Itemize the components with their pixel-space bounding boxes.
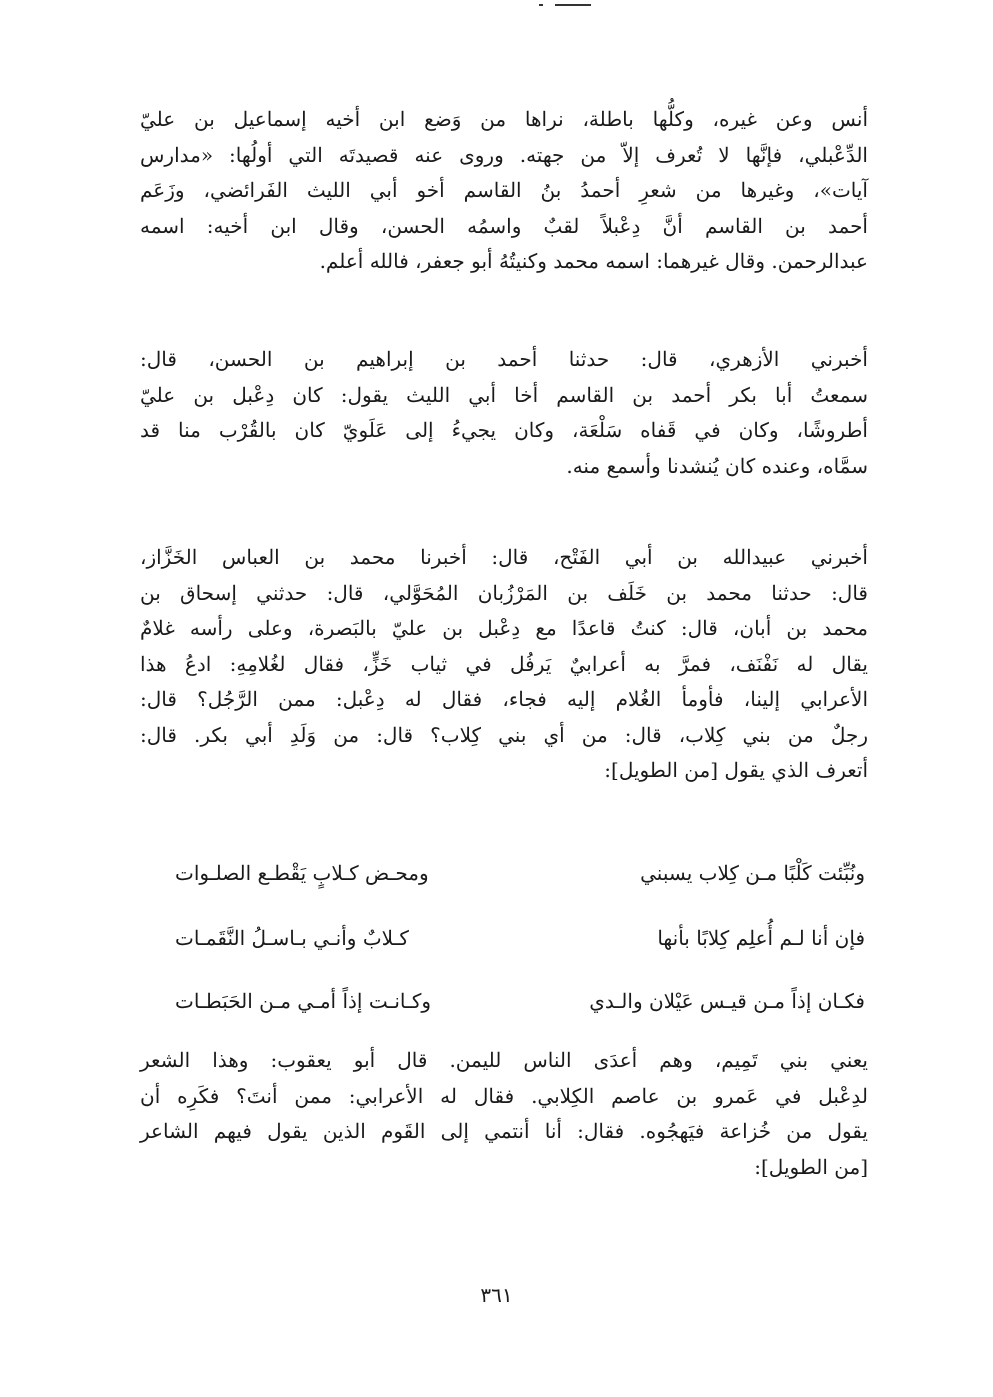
text-line: أنس وعن غيره، وكلُّها باطلة، نراها من وَضع ابن أخيه إسماعيل بن عليّ [140, 107, 868, 131]
top-margin-mark [555, 4, 591, 6]
paragraph-2 [140, 342, 868, 484]
poem-verse [175, 918, 865, 958]
text-line: الأعرابي إلينا، فأومأ الغُلام إليه فجاء، فقال له دِعْبل: ممن الرَّجُل؟ قال: [140, 687, 868, 711]
text-line: سمعتُ أبا بكر أحمد بن القاسم أخا أبي الليث يقول: كان دِعْبل بن عليّ [140, 382, 868, 407]
text-line: الدِّعْبلي، فإنَّها لا تُعرف إلاّ من جهته. وروى عنه قصيدتَه التي أولُها: «مدارس [140, 142, 868, 167]
text-line: أخبرني عبيدالله بن أبي الفَتْح، قال: أخبرنا محمد بن العباس الخَزَّاز، [140, 545, 868, 569]
verse-first-hemistich: فإن أنا لـم أُعلِم كِلابًا بأنها [657, 926, 865, 950]
text-line: [من الطويل]: [754, 1154, 868, 1179]
text-line: يقال له نَفْنَف، فمرَّ به أعرابيٌ يَرفُل في ثياب خَزٍّ، فقال لغُلامِهِ: ادعُ هذا [140, 651, 868, 676]
text-line: أحمد بن القاسم أنَّ دِعْبلاً لقبٌ واسمُه الحسن، وقال ابن أخيه: اسمه [140, 213, 868, 238]
paragraph-4 [140, 1043, 868, 1185]
verse-first-hemistich: فكـان إذاً مـن قيـس عَيْلان والـدي [589, 989, 865, 1013]
verse-second-hemistich: كـلابٌ وأنـي بـاسـلُ النَّقَمـات [175, 926, 409, 950]
paragraph-1 [140, 102, 868, 280]
text-line: رجلٌ من بني كِلاب، قال: من أي بني كِلاب؟ قال: من وَلَدِ أبي بكر. قال: [140, 722, 868, 747]
text-line: أتعرف الذي يقول [من الطويل]: [604, 758, 868, 782]
paragraph-3 [140, 540, 868, 789]
text-line: لدِعْبل في عَمرو بن عاصم الكِلابي. فقال له الأعرابي: ممن أنتَ؟ فكَرِه أن [140, 1083, 868, 1108]
verse-second-hemistich: ومحـض كـلابٍ يَقْطـع الصلـوات [175, 861, 429, 885]
poem-verse [175, 981, 865, 1021]
page-number: ٣٦١ [480, 1283, 513, 1307]
text-line: قال: حدثنا محمد بن خَلَف بن المَرْزُبان المُحَوَّلي، قال: حدثني إسحاق بن [140, 580, 868, 605]
text-line: سمَّاه، وعنده كان يُنشدنا وأسمع منه. [566, 453, 868, 478]
text-line: آيات»، وغيرها من شعرِ أحمدُ بنُ القاسم أخو أبي الليث الفَرائضي، وزَعَم [140, 178, 868, 202]
text-line: محمد بن أبان، قال: كنتُ قاعدًا مع دِعْبل بن عليّ بالبَصرة، وعلى رأسه غلامٌ [140, 616, 868, 640]
verse-first-hemistich: ونُبِّئت كَلْبًا مـن كِلاب يسبني [640, 861, 865, 885]
text-line: يعني بني تَمِيم، وهم أعدَى الناس لليمن. قال أبو يعقوب: وهذا الشعر [140, 1048, 868, 1072]
verse-second-hemistich: وكـانـت إذاً أمـي مـن الحَبَطـات [175, 989, 432, 1013]
poem-verse [175, 853, 865, 893]
text-line: عبدالرحمن. وقال غيرهما: اسمه محمد وكنيتُهُ أبو جعفر، فالله أعلم. [319, 249, 868, 273]
text-line: يقول من خُزاعة فيَهجُوه. فقال: أنا أنتمي إلى القَوم الذين يقول فيهم الشاعر [140, 1119, 868, 1143]
text-line: أطروشًا، وكان في قَفاه سَلْعَة، وكان يجيءُ إلى عَلَويّ كان بالقُرْب منا قد [140, 418, 868, 442]
text-line: أخبرني الأزهري، قال: حدثنا أحمد بن إبراهيم بن الحسن، قال: [140, 347, 868, 371]
